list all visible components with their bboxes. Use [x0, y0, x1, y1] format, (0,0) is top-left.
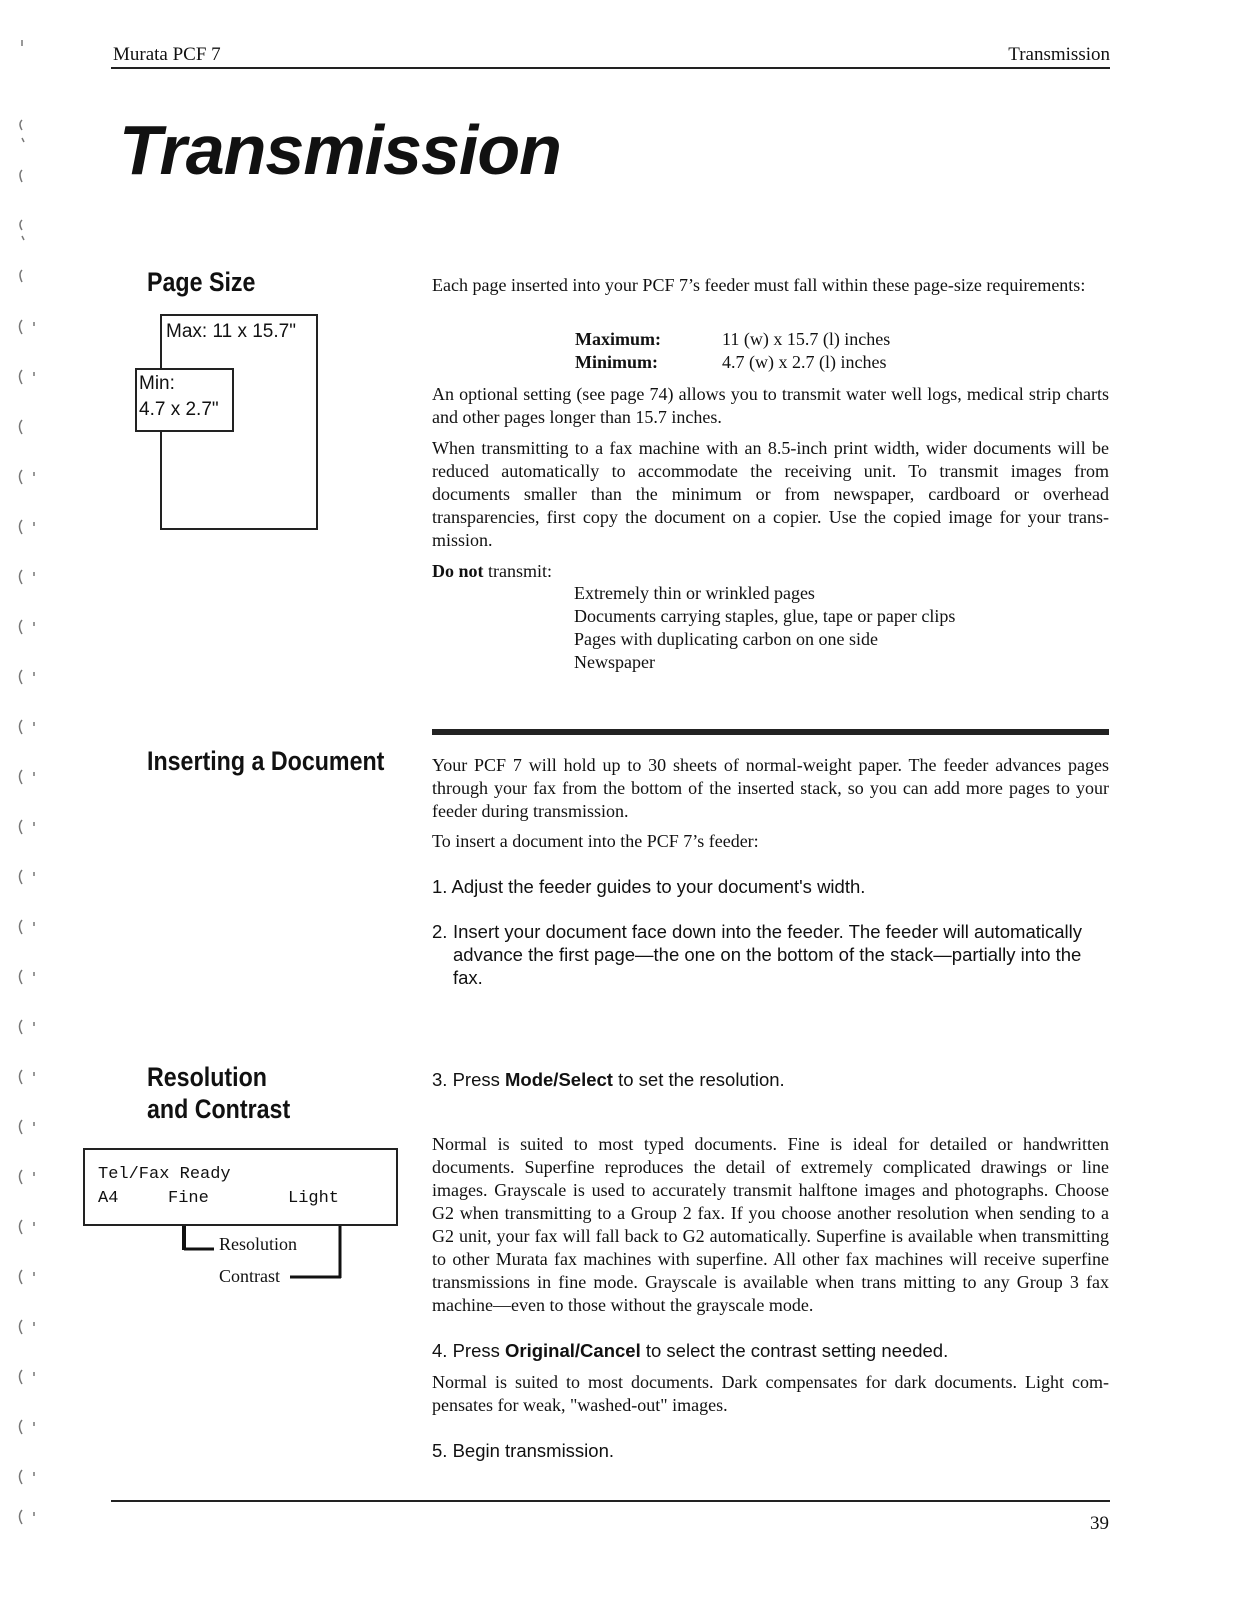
running-header-left: Murata PCF 7 — [113, 44, 221, 65]
mode-select-key: Mode/Select — [505, 1069, 613, 1090]
para-feeder-capacity: Your PCF 7 will hold up to 30 sheets of normal-weight paper. The feeder advances pages through your fax from the bottom of the inserted stack, so you can add more pages to your feeder during transmission. — [432, 755, 1109, 821]
running-header-right: Transmission — [1008, 44, 1110, 65]
section-heading-contrast: and Contrast — [147, 1094, 291, 1124]
lcd-contrast: Light — [288, 1189, 340, 1208]
original-cancel-key: Original/Cancel — [505, 1340, 641, 1361]
page-number: 39 — [1090, 1513, 1109, 1534]
list-item: Documents carrying staples, glue, tape or paper clips — [574, 606, 956, 626]
max-size-label: Max: 11 x 15.7" — [166, 321, 296, 342]
step-3 — [432, 1068, 1109, 1091]
spec-label-maximum: Maximum: — [575, 329, 661, 349]
do-not-transmit-label — [432, 560, 1109, 583]
para-reduction: When transmitting to a fax machine with an 8.5-inch print width, wider documents will be reduced automatically to accommodate the receiving unit. To transmit images from documents smaller than the minimum or from newspaper, cardboard or overhead transparencies, first copy the document on a copier. Use the copied image for your transmission. — [432, 438, 1109, 550]
step-3-pre: 3. Press — [432, 1069, 505, 1090]
min-size-label: Min: — [139, 373, 175, 394]
callout-contrast-label: Contrast — [219, 1266, 280, 1286]
section-heading-resolution: Resolution — [147, 1062, 267, 1092]
footer-rule — [111, 1500, 1110, 1502]
list-item: Newspaper — [574, 652, 655, 672]
para-insert-intro: To insert a document into the PCF 7’s feeder: — [432, 831, 759, 851]
spec-value-minimum: 4.7 (w) x 2.7 (l) inches — [722, 352, 887, 372]
para-contrast-modes: Normal is suited to most documents. Dark compensates for dark documents. Light compensates for weak, "washed-out" images. — [432, 1372, 1109, 1415]
step-4 — [432, 1339, 1109, 1362]
page-size-intro: Each page inserted into your PCF 7’s feeder must fall within these page-size requirements: — [432, 275, 1086, 295]
section-heading-page-size: Page Size — [147, 267, 256, 297]
para-resolution-modes: Normal is suited to most typed documents. Fine is ideal for detailed or handwritten documents. Superfine reproduces the detail of extremely complicated drawings or line images. Grayscale is used to accurately transmit halftone images and photographs. Choose G2 when transmitting to a Group 2 fax. If you choose another resolution when sending to a G2 unit, your fax will fall back to G2 automatically. Superfine is available when transmitting to other Murata fax machines with superfine. All other fax machines will receive superfine transmissions in fine mode. Grayscale is available when trans mitting to any Group 3 fax machine—even to those without the grayscale mode. — [432, 1134, 1109, 1315]
spec-label-minimum: Minimum: — [575, 352, 658, 372]
list-item: Pages with duplicating carbon on one side — [574, 629, 878, 649]
step-1: 1. Adjust the feeder guides to your document's width. — [432, 876, 866, 897]
step-2: Insert your document face down into the feeder. The feeder will automatically advance the first page—the one on the bottom of the stack—partially into the fax. — [453, 921, 1083, 988]
section-heading-inserting: Inserting a Document — [147, 746, 385, 776]
section-divider — [432, 729, 1109, 735]
lcd-status: Tel/Fax Ready — [98, 1165, 231, 1184]
spec-value-maximum: 11 (w) x 15.7 (l) inches — [722, 329, 891, 349]
lcd-paper-size: A4 — [98, 1189, 119, 1208]
lcd-resolution: Fine — [168, 1189, 209, 1208]
para-optional-setting: An optional setting (see page 74) allows you to transmit water well logs, medical strip charts and other pages longer than 15.7 inches. — [432, 384, 1109, 427]
step-5: 5. Begin transmission. — [432, 1440, 615, 1461]
list-item: Extremely thin or wrinkled pages — [574, 583, 815, 603]
min-size-value: 4.7 x 2.7" — [139, 399, 219, 420]
do-not-bold: Do not — [432, 561, 484, 581]
step-4-pre: 4. Press — [432, 1340, 505, 1361]
step-4-post: to select the contrast setting needed. — [640, 1340, 949, 1361]
callout-resolution-label: Resolution — [219, 1234, 298, 1254]
do-not-rest: transmit: — [483, 561, 553, 581]
step-2-number: 2. — [432, 921, 448, 942]
step-3-post: to set the resolution. — [612, 1069, 785, 1090]
lcd-display — [83, 1148, 398, 1226]
header-rule — [111, 67, 1110, 69]
scan-margin-marks — [10, 30, 50, 1550]
page-title: Transmission — [119, 111, 561, 189]
